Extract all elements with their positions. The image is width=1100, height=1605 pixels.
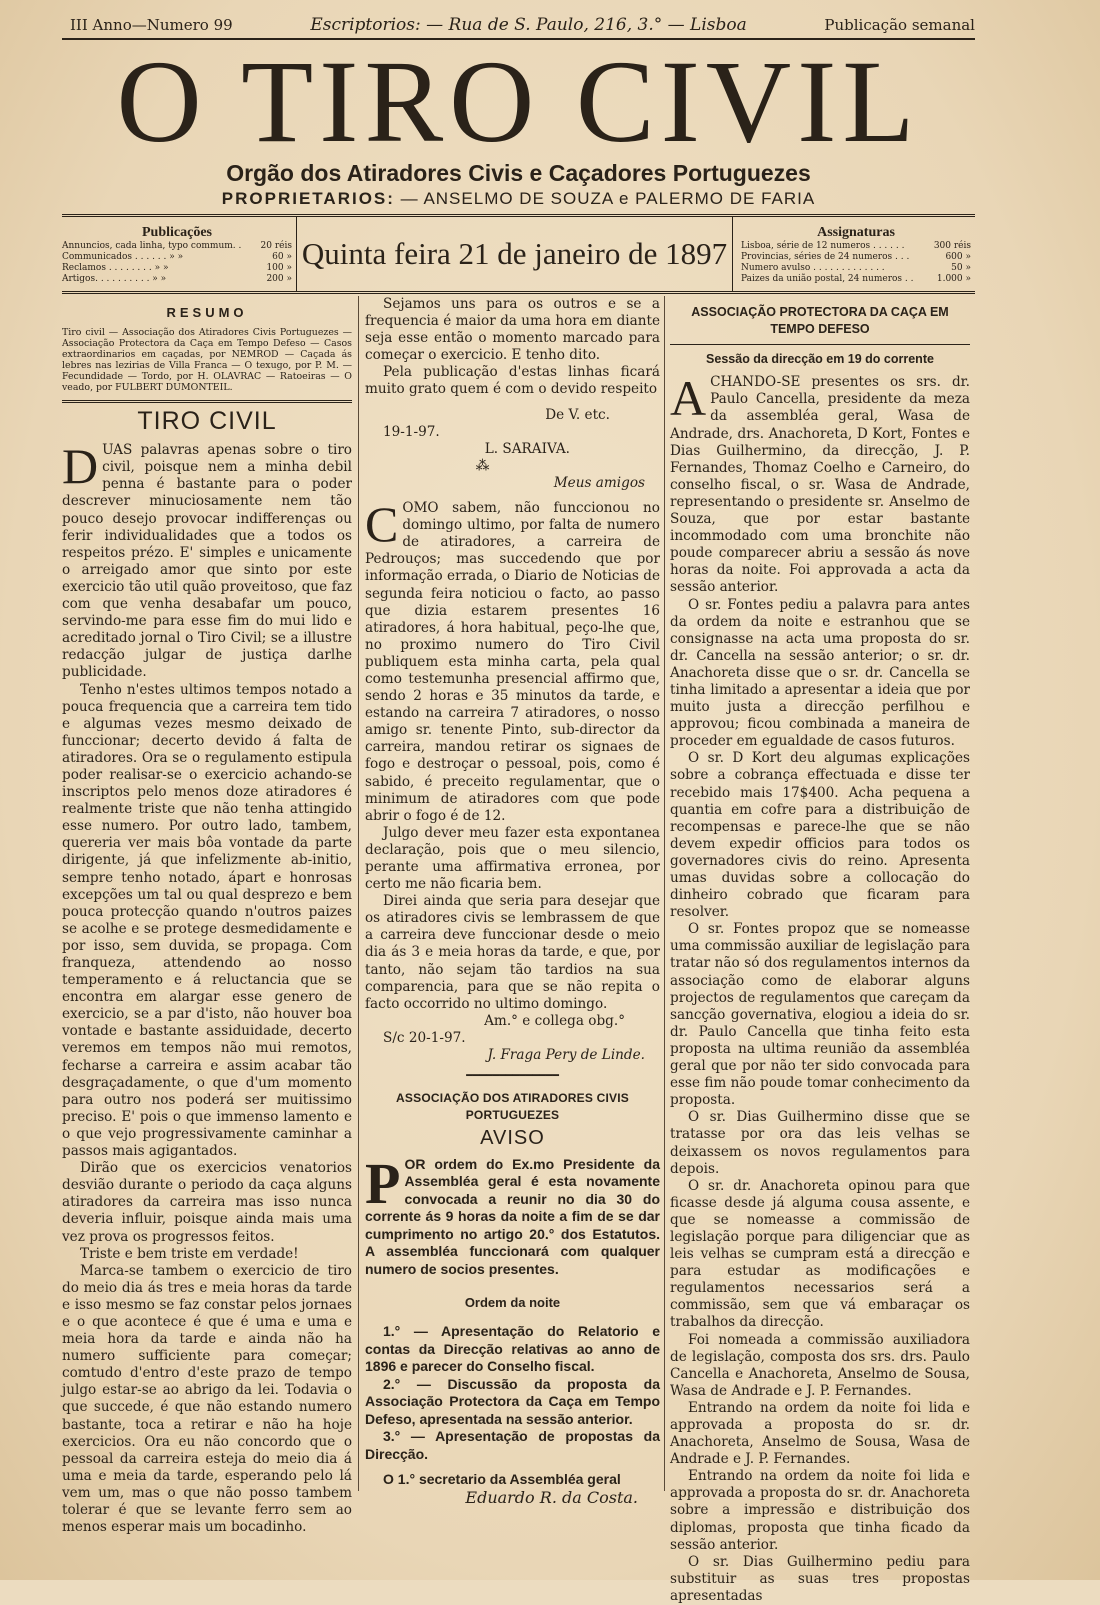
info-bar (62, 214, 975, 294)
paragraph: O sr. Dias Guilhermino disse que se tratasse por ora das leis velhas se deixassem os novos regulamentos para depois. (670, 1109, 970, 1177)
top-line (70, 14, 975, 36)
paragraph (365, 496, 660, 825)
paragraph: Foi nomeada a commissão auxiliadora de legislação, composta dos srs. drs. Paulo Cancella e Anachoreta, Anselmo de Sousa, Wasa de Andrade e J. P. Fernandes. (670, 1331, 970, 1399)
divider (62, 400, 352, 403)
paragraph: Entrando na ordem da noite foi lida e approvada a proposta do sr. dr. Anachoreta sobre a impressão e distribuição dos diplomas, proposta que tinha ficado da sessão anterior. (670, 1468, 970, 1553)
ornament-divider: ━━━━━━━━━━━━━━ (466, 1069, 559, 1083)
ordem-item: 3.° — Apresentação de propostas da Direcção. (365, 1428, 660, 1462)
paragraph: O sr. Fontes propoz que se nomeasse uma commissão auxiliar de legislação para tratar não só dos regulamentos internos da associação como de elaborar alguns projectos de regulamentos que careçam da sancção governativa, elogiou a ideia do sr. dr. Paulo Cancella que tinha feito esta proposta na ultima reunião da assembléa geral que por não ter sido convocada para esse fim não poude tomar conhecimento da proposta. (670, 921, 970, 1109)
price-value: 60 » (272, 252, 292, 262)
signature: J. Fraga Pery de Linde. (487, 1047, 645, 1064)
price-row (62, 274, 292, 285)
paragraph: Marca-se tambem o exercicio de tiro do meio dia ás tres e meia horas da tarde e isso mesmo se faz constar pelos jornaes e o que acontece é que é uma e uma e meia hora da tarde e ainda não ha numero sufficiente para começar; comtudo d'entro d'este prazo de tempo julgo estar-se ao abrigo da lei. Todavia o que succede, é que não estando numero bastante, toca a retirar e não ha hoje exercicios. Ora eu não concordo que o pessoal da carreira esteja do meio dia á uma e meia da tarde, esperando pelo lá vem um, mas o que não posso tambem tolerar é que se levante ferro sem ao menos esperar mais um bocadinho. (62, 1262, 352, 1536)
secretary-line: O 1.° secretario da Assembléa geral (383, 1471, 621, 1488)
drop-cap: P (365, 1150, 401, 1216)
price-row (62, 252, 292, 263)
paragraph: Dirão que os exercicios venatorios desvião durante o periodo da caça alguns atiradores da carreira mas isso nunca deveria influir, poisque ainda mais uma vez prova os progressos feitos. (62, 1160, 352, 1245)
masthead-title: O TIRO CIVIL (116, 36, 921, 167)
paragraph-text: UAS palavras apenas sobre o tiro civil, poisque nem a minha debil penna é bastante para o poder descrever minuciosamente nem tão pouco desejo provocar indifferenças ou ferir individualidades que a todos os respeitos prézo. E' simples e unicamente o arreigado amor que sinto por este exercicio tão util quão proveitoso, que faz com que venha desabafar um pouco, servindo-me para esse fim do mui lido e acreditado jornal o Tiro Civil; se a illustre redacção julgar de justiça darlhe publicidade. (62, 442, 352, 681)
resumo-title: RESUMO (166, 305, 248, 320)
letter-date: 19-1-97. (383, 423, 440, 440)
column-3 (670, 296, 970, 1605)
publicacoes-box (62, 217, 296, 291)
column-divider (358, 296, 359, 1491)
publicacoes-title: Publicações (142, 225, 212, 240)
divider (670, 344, 970, 345)
price-label: Lisboa, série de 12 numeros . . . . . . (741, 241, 905, 251)
paragraph-text: OR ordem do Ex.mo Presidente da Assembléa geral é esta novamente convocada a reunir no dia 30 do corrente ás 9 horas da noite a fim de se dar cumprimento no artigo 20.° dos Estatutos. A assembléa funccionará com qualquer numero de socios presentes. (365, 1155, 660, 1277)
price-row (741, 252, 971, 263)
ordem-item: 1.° — Apresentação do Relatorio e contas da Direcção relativas ao anno de 1896 e parecer do Conselho fiscal. (365, 1323, 660, 1375)
owners-line (62, 189, 975, 209)
issue-date: Quinta feira 21 de janeiro de 1897 (296, 217, 733, 291)
closing: De V. etc. (545, 406, 610, 423)
paragraph-text: CHANDO-SE presentes os srs. dr. Paulo Cancella, presidente da meza da assembléa geral, Wasa de Andrade, drs. Anachoreta, D Kort, Fontes e Dias Guilhermino, da direcção, J. P. Fernandes, Thomaz Coelho e Carneiro, do conselho fiscal, o sr. Wasa de Andrade, representando o presidente sr. Anselmo de Souza, que por estar bastante incommodado com uma bronchite não poude comparecer abriu a sessão ás nove horas da noite. Foi approvada a acta da sessão anterior. (670, 374, 970, 596)
price-label: Annuncios, cada linha, typo commum. . (62, 241, 242, 251)
closing: Am.° e collega obg.° (484, 1012, 625, 1029)
price-value: 50 » (951, 263, 971, 273)
ordem-title: Ordem da noite (464, 1295, 561, 1310)
drop-cap: C (365, 496, 399, 553)
paragraph: O sr. Dias Guilhermino pediu para substituir as suas tres propostas apresentadas (670, 1553, 970, 1604)
owners-label: PROPRIETARIOS: (221, 189, 395, 208)
column-1 (62, 296, 352, 1536)
issue-number: III Anno—Numero 99 (70, 16, 233, 34)
price-row (62, 241, 292, 252)
price-value: 20 réis (260, 241, 292, 251)
price-row (741, 274, 971, 285)
salutation: Meus amigos (553, 474, 645, 491)
paragraph: O sr. D Kort deu algumas explicações sobre a cobrança effectuada e disse ter recebido mais 17$400. Acha pequena a quantia em cofre para a distribuição de recompensas e parece-lhe que se não devem expedir officios para todos os governadores civis do reino. Apresenta umas duvidas sobre a collocação do dinheiro cobrado que ficaram para resolver. (670, 750, 970, 921)
asterism: ⁂ (475, 457, 490, 474)
ordem-item: 2.° — Discussão da proposta da Associação Protectora da Caça em Tempo Defeso, apresentada na sessão anterior. (365, 1375, 660, 1427)
paragraph: Direi ainda que seria para desejar que os atiradores civis se lembrassem de que a carreira deve funccionar desde o meio dia ás 3 e meia horas da tarde, e que, por tanto, não sejam tão tardios na sua comparencia, para que se não repita o facto occorrido no ultimo domingo. (365, 893, 660, 1012)
paragraph: Sejamos uns para os outros e se a frequencia é maior da uma hora em diante seja esse então o momento marcado para começar o exercicio. E tenho dito. (365, 296, 660, 364)
price-label: Artigos. . . . . . . . . . » » (62, 274, 167, 284)
paragraph: Triste e bem triste em verdade! (80, 1245, 299, 1262)
assignaturas-title: Assignaturas (817, 225, 895, 240)
assignaturas-box (733, 217, 975, 291)
price-value: 300 réis (933, 241, 971, 251)
article-title: ASSOCIAÇÃO PROTECTORA DA CAÇA EM TEMPO DEFESO (691, 305, 949, 337)
price-label: Communicados . . . . . . » » (62, 252, 184, 262)
owners-names: — ANSELMO DE SOUZA e PALERMO DE FARIA (400, 189, 816, 208)
column-divider (664, 296, 665, 1491)
paragraph-text: OMO sabem, não funccionou no domingo ultimo, por falta de numero de atiradores, a carreira de Pedrouços; mas succedendo que por informação errada, o Diario de Noticias de segunda feira noticiou o facto, ao passo que dizia estarem presentes 16 atiradores, á hora habitual, peço-lhe que, no proximo numero do Tiro Civil publiquem esta minha carta, pela qual como testemunha presencial affirmo que, sendo 2 horas e 35 minutos da tarde, e estando na carreira 7 atiradores, o nosso amigo sr. tenente Pinto, sub-director da carreira, mandou retirar os signaes de fogo e destroçar o pessoal, pois, como é sabido, é preceito regulamentar, que o minimum de atiradores com que pode abrir o fogo é de 12. (365, 500, 660, 824)
paragraph: Entrando na ordem da noite foi lida e approvada a proposta do sr. dr. Anachoreta, Anselmo de Sousa, Wasa de Andrade e J. P. Fernandes. (670, 1399, 970, 1468)
association-title: ASSOCIAÇÃO DOS ATIRADORES CIVIS PORTUGUEZES (396, 1091, 629, 1123)
column-2 (365, 296, 660, 1506)
letter-date: S/c 20-1-97. (383, 1029, 466, 1046)
price-label: Paizes da união postal, 24 numeros . . (741, 274, 914, 284)
paragraph: O sr. dr. Anachoreta opinou para que ficasse desde já alguma cousa assente, e que se nomeasse a commissão de legislação porque para diligenciar que as leis velhas se cumpram está a direcção e para estudar as modificações e regulamentos necessarios será a commissão, sem que vá embaraçar os trabalhos da direcção. (670, 1177, 970, 1331)
price-label: Provincias, séries de 24 numeros . . . (741, 252, 910, 262)
secretary-name: Eduardo R. da Costa. (465, 1487, 638, 1507)
frequency: Publicação semanal (824, 16, 975, 34)
masthead-subtitle: Orgão dos Atiradores Civis e Caçadores Portuguezes (226, 160, 811, 186)
price-value: 1.000 » (936, 274, 971, 284)
paragraph: Pela publicação d'estas linhas ficará muito grato quem é com o devido respeito (365, 364, 660, 398)
price-value: 600 » (945, 252, 971, 262)
paragraph (62, 438, 352, 681)
aviso-text (365, 1150, 660, 1279)
price-label: Numero avulso . . . . . . . . . . . . . (741, 263, 885, 273)
drop-cap: D (62, 438, 99, 495)
price-label: Reclamos . . . . . . . . » » (62, 263, 169, 273)
price-row (741, 241, 971, 252)
price-value: 100 » (266, 263, 292, 273)
price-value: 200 » (266, 274, 292, 284)
office-address: Escriptorios: — Rua de S. Paulo, 216, 3.° — Lisboa (310, 15, 747, 35)
paragraph (670, 370, 970, 596)
signature: L. SARAIVA. (484, 440, 570, 457)
aviso-title: AVISO (480, 1127, 545, 1150)
paragraph: O sr. Fontes pediu a palavra para antes da ordem da noite e estranhou que se consignasse na acta uma proposta do sr. dr. Cancella na sessão anterior; o sr. dr. Anachoreta disse que o sr. dr. Cancella se tinha limitado a apresentar a ideia que por muito justa a direcção perfilhou e approvou; ficou combinada a maneira de proceder em egualdade de casos futuros. (670, 596, 970, 750)
section-title: TIRO CIVIL (137, 407, 277, 436)
paragraph: Julgo dever meu fazer esta expontanea declaração, pois que o meu silencio, perante uma affirmativa erronea, por certo me não ficaria bem. (365, 824, 660, 893)
paragraph: Tenho n'estes ultimos tempos notado a pouca frequencia que a carreira tem tido e algumas vezes mesmo deixado de funccionar; decerto devido á falta de atiradores. Ora se o regulamento estipula poder realisar-se o exercicio achando-se inscriptos pelo menos doze atiradores é realmente triste que não tenha attingido esse numero. Por outro lado, tambem, quereria ver mais bôa vontade da parte dirigente, já que infelizmente ab-initio, sempre tenho notado, ápart e honrosas excepções um tal ou qual desprezo e bem pouca protecção quando n'outros paizes se acolhe e se protege desmedidamente e por isso, sem duvida, se propaga. Com franqueza, attendendo ao nosso temperamento e á reluctancia que se encontra em alargar esse genero de exercicio, se a par d'isto, não houver boa vontade e bastante assiduidade, decerto veremos em tempos não mui remotos, fecharse a carreira e assim acabar tão desgraçadamente, o que d'um momento para outro nos poderá ser muitissimo preciso. E' pois o que immenso lamento e o que vejo progressivamente caminhar a passos mais agigantados. (62, 681, 352, 1160)
drop-cap: A (670, 370, 707, 427)
resumo-text: Tiro civil — Associação dos Atiradores Civis Portuguezes — Associação Protectora da Caça em Tempo Defeso — Casos extraordinarios em caçadas, por NEMROD — Caçada ás lebres nas lezirias de Villa Franca — O texugo, por P. M. — Fecundidade — Tordo, por H. OLAVRAC — Ratoeiras — O veado, por FULBERT DUMONTEIL. (62, 327, 352, 394)
price-row (741, 263, 971, 274)
session-title: Sessão da direcção em 19 do corrente (706, 352, 934, 367)
price-row (62, 263, 292, 274)
